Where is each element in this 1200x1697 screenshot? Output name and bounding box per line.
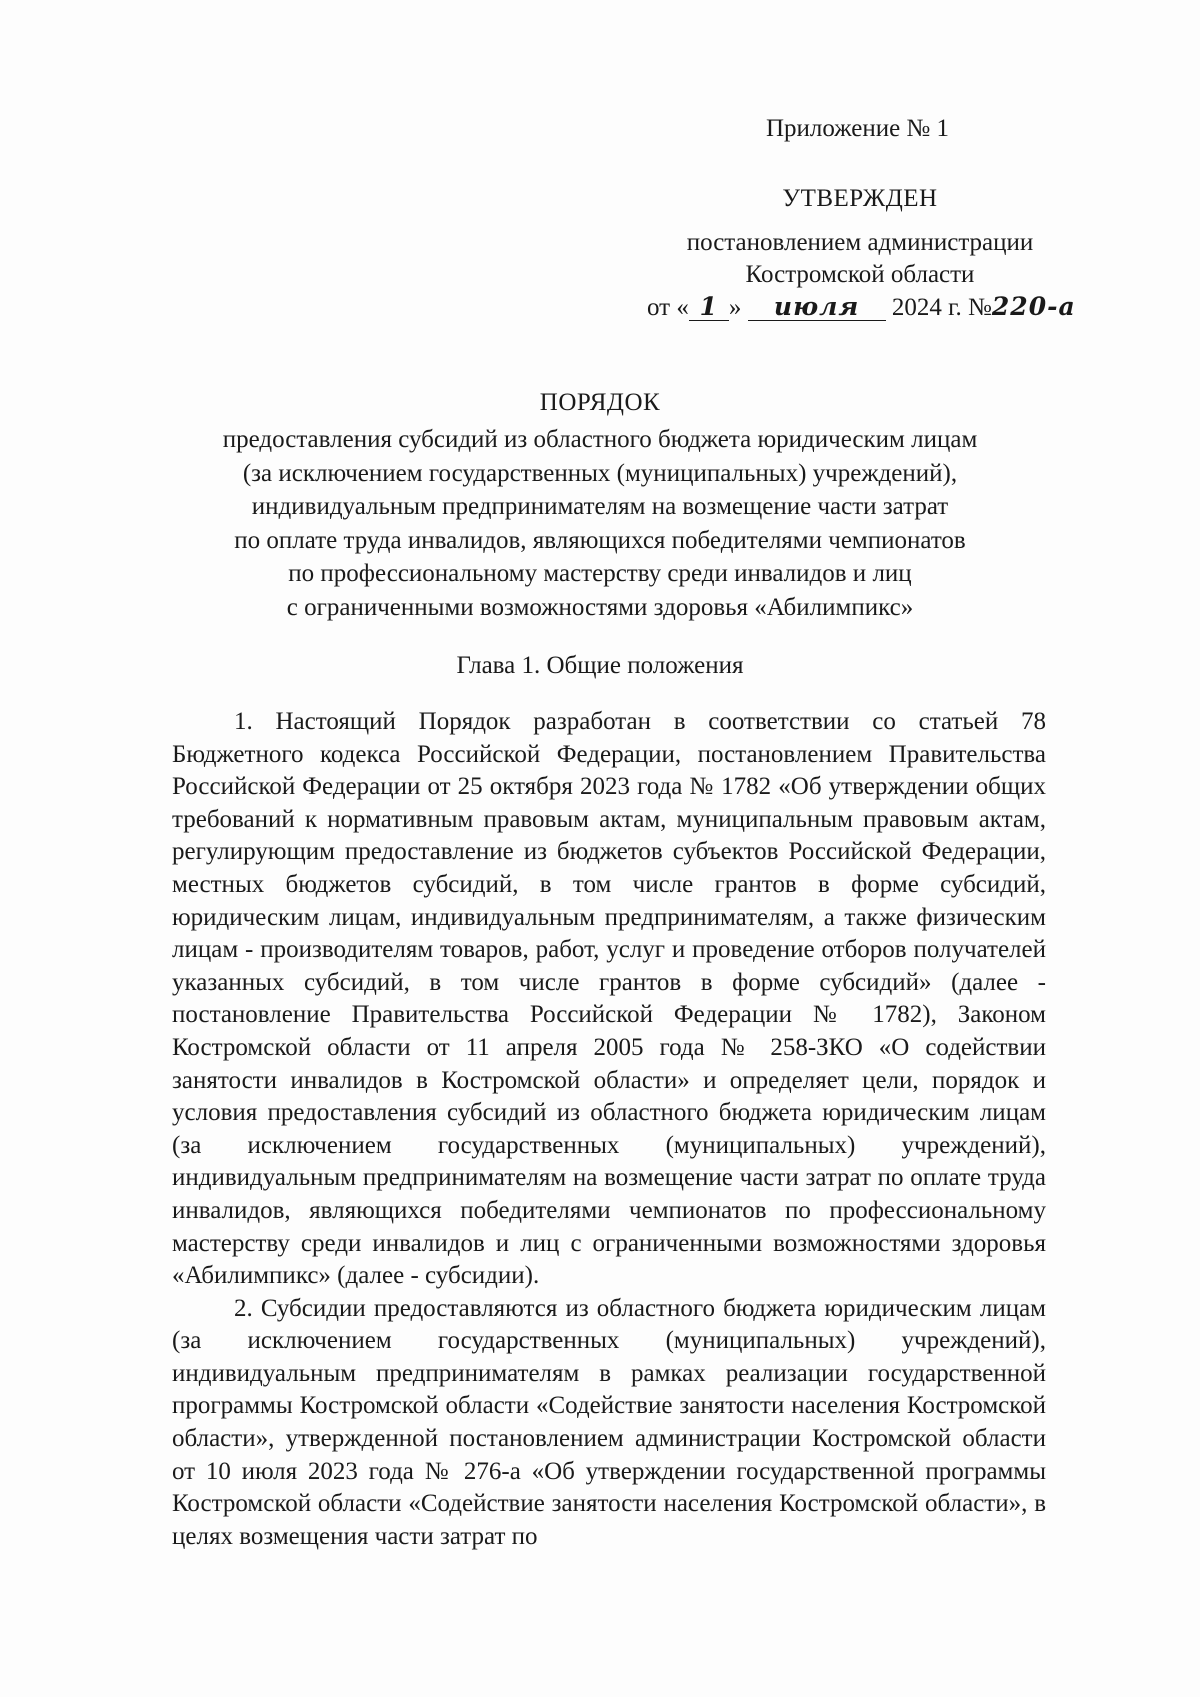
approved-title: УТВЕРЖДЕН: [782, 185, 938, 212]
subtitle-line: (за исключением государственных (муниципальных) учреждений),: [242, 459, 958, 487]
subtitle-line: по профессиональному мастерству среди инвалидов и лиц: [288, 560, 912, 588]
document-subtitle: [160, 423, 1040, 625]
subtitle-line: по оплате труда инвалидов, являющихся победителями чемпионатов: [234, 526, 966, 554]
chapter-heading: Глава 1. Общие положения: [456, 652, 744, 679]
approval-date-line: [647, 291, 1092, 324]
date-mid: »: [728, 294, 742, 321]
document-body: [172, 706, 1046, 1553]
date-month-handwritten: июля: [748, 294, 886, 321]
date-year: 2024 г. №: [891, 294, 992, 321]
date-day-handwritten: 1: [689, 294, 729, 321]
subtitle-line: индивидуальным предпринимателям на возмещение части затрат: [251, 493, 949, 521]
subtitle-line: с ограниченными возможностями здоровья «Абилимпикс»: [286, 593, 914, 621]
paragraph-1: 1. Настоящий Порядок разработан в соответствии со статьей 78 Бюджетного кодекса Российской Федерации, постановлением Правительства Российской Федерации от 25 октября 2023 года № 1782 «Об утверждении общих требований к нормативным правовым актам, муниципальным правовым актам, регулирующим предоставление из бюджетов субъектов Российской Федерации, местных бюджетов субсидий, в том числе грантов в форме субсидий, юридическим лицам, индивидуальным предпринимателям, а также физическим лицам - производителям товаров, работ, услуг и проведение отборов получателей указанных субсидий, в том числе грантов в форме субсидий» (далее - постановление Правительства Российской Федерации № 1782), Законом Костромской области от 11 апреля 2005 года № 258-ЗКО «О содействии занятости инвалидов в Костромской области» и определяет цели, порядок и условия предоставления субсидий из областного бюджета юридическим лицам (за исключением государственных (муниципальных) учреждений), индивидуальным предпринимателям на возмещение части затрат по оплате труда инвалидов, являющихся победителями чемпионатов по профессиональному мастерству среди инвалидов и лиц с ограниченными возможностями здоровья «Абилимпикс» (далее - субсидии).: [172, 708, 1046, 1290]
approved-by: постановлением администрации: [686, 229, 1034, 256]
approved-region: Костромской области: [745, 261, 975, 288]
subtitle-line: предоставления субсидий из областного бюджета юридическим лицам: [222, 426, 978, 453]
document-number-handwritten: 220-а: [991, 292, 1076, 321]
date-prefix: от «: [647, 294, 689, 321]
paragraph-2: 2. Субсидии предоставляются из областного бюджета юридическим лицам (за исключением государственных (муниципальных) учреждений), индивидуальным предпринимателям в рамках реализации государственной программы Костромской области «Содействие занятости населения Костромской области», утвержденной постановлением администрации Костромской области от 10 июля 2023 года № 276-а «Об утверждении государственной программы Костромской области «Содействие занятости населения Костромской области», в целях возмещения части затрат по: [172, 1294, 1046, 1550]
document-title: ПОРЯДОК: [539, 389, 661, 416]
appendix-label: Приложение № 1: [766, 115, 950, 142]
